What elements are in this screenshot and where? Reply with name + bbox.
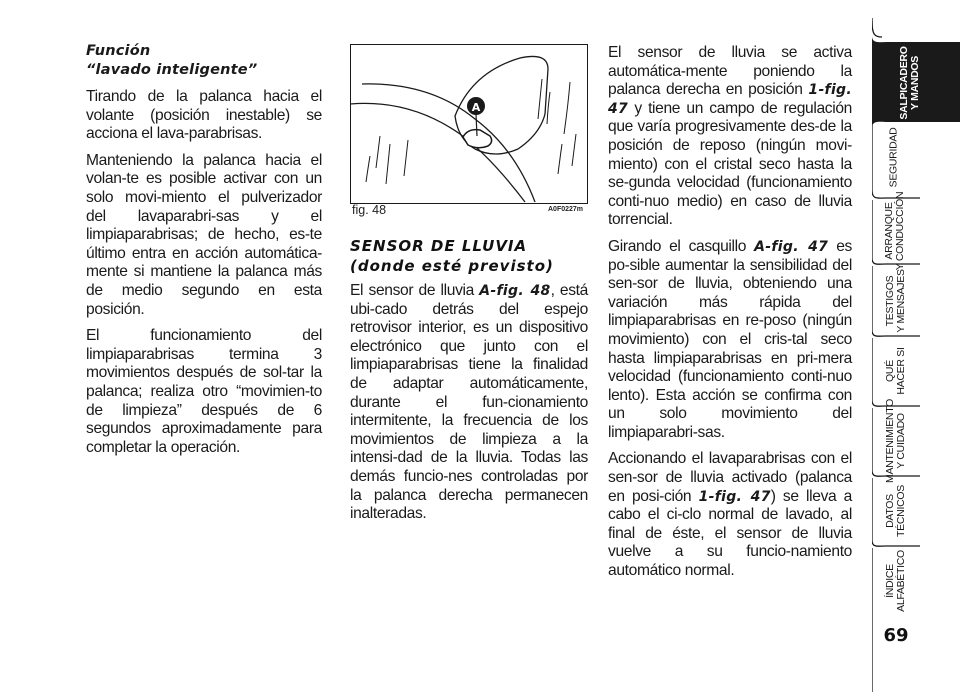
figure-caption: fig. 48 bbox=[352, 203, 387, 217]
heading-line-2: (donde esté previsto) bbox=[350, 257, 554, 275]
text-run: El sensor de lluvia bbox=[350, 282, 480, 299]
figure-reference: A-fig. 48 bbox=[479, 283, 551, 299]
text-run: Accionando el lavaparabrisas con el sen-sor de lluvia activado (palanca en posi-ción bbox=[608, 450, 852, 505]
figure-reference: A-fig. 47 bbox=[754, 238, 829, 255]
section-heading-sensor bbox=[350, 236, 588, 276]
paragraph bbox=[608, 238, 852, 443]
figure-reference: 1-fig. 47 bbox=[698, 488, 771, 505]
chapter-index-sidebar bbox=[872, 0, 960, 692]
tab-testigos-y-mensajes[interactable]: TESTIGOS Y MENSAJES bbox=[884, 269, 907, 333]
tab-indice-alfabetico[interactable]: ÍNDICE ALFABÉTICO bbox=[884, 550, 907, 612]
paragraph: El funcionamiento del limpiaparabrisas termina 3 movimientos después de sol-tar la palanca; realiza otro “movimien-to de limpieza” después de 6 segundos aproximadamente para completar la operación. bbox=[86, 327, 322, 456]
tab-mantenimiento-y-cuidado[interactable]: MANTENIMIENTO Y CUIDADO bbox=[884, 399, 907, 483]
page-number: 69 bbox=[883, 625, 909, 646]
paragraph bbox=[608, 450, 852, 580]
paragraph: Tirando de la palanca hacia el volante (posición inestable) se acciona el lava-parabrisas. bbox=[86, 88, 322, 143]
middle-column bbox=[350, 236, 588, 532]
tab-salpicadero-y-mandos[interactable]: SALPICADERO Y MANDOS bbox=[898, 46, 921, 120]
tab-arranque-y-conduccion[interactable]: ARRANQUE Y CONDUCCIÓN bbox=[883, 191, 906, 271]
text-run: Girando el casquillo bbox=[608, 237, 755, 255]
left-column bbox=[86, 42, 322, 465]
tab-seguridad[interactable]: SEGURIDAD bbox=[887, 127, 900, 188]
callout-a-label: A bbox=[471, 101, 481, 114]
heading-line-2: “lavado inteligente” bbox=[86, 62, 258, 78]
text-run: El sensor de lluvia se activa automática-mente poniendo la palanca derecha en posición bbox=[608, 44, 852, 99]
text-run: es po-sible aumentar la sensibilidad del sen-sor de lluvia, obteniendo una variación más rápida del limpiaparabrisas en re-poso (ningún movimiento) con el cris-tal seco hasta limpiaparabrisas en pri-mera velocidad (funcionamiento conti-nuo lento). Esta acción se confirma con un solo movimiento del limpiaparabri-sas. bbox=[608, 237, 852, 441]
paragraph: Manteniendo la palanca hacia el volan-te es posible activar con un solo movi-miento el pulverizador del lavaparabri-sas y el limpiaparabrisas; de hecho, es-te último entra en acción automática-mente si mantiene la palanca más de medio segundo en esta posición. bbox=[86, 151, 322, 318]
tab-que-hacer-si[interactable]: QUÉ HACER SI bbox=[884, 347, 907, 395]
paragraph bbox=[608, 44, 852, 230]
text-run: y tiene un campo de regulación que varía progresivamente des-de la posición de reposo (ningún movi-miento) con el cristal seco hasta la se-gunda velocidad (funcionamiento conti-nuo medio) en caso de lluvia torrencial. bbox=[608, 99, 852, 229]
text-run: , está ubi-cado detrás del espejo retrovisor interior, es un dispositivo electrónico que junto con el limpiaparabrisas tiene la finalidad de adaptar automáticamente, durante el fun-cionamiento intermitente, la frecuencia de los movimientos de limpieza a la intensi-dad de la lluvia. Todas las demás funcio-nes controladas por la palanca derecha permanecen inalteradas. bbox=[350, 282, 588, 523]
heading-line-1: SENSOR DE LLUVIA bbox=[350, 237, 528, 255]
right-column bbox=[608, 44, 852, 589]
section-heading-lavado bbox=[86, 42, 322, 80]
paragraph bbox=[350, 282, 588, 524]
figure-code: A0F0227m bbox=[548, 206, 584, 213]
tab-datos-tecnicos[interactable]: DATOS TÉCNICOS bbox=[884, 485, 907, 537]
figure-reference: 1-fig. 47 bbox=[608, 82, 852, 117]
heading-line-1: Función bbox=[86, 43, 151, 59]
figure-rain-sensor bbox=[350, 44, 588, 204]
text-run: ) se lleva a cabo el ci-clo normal de lavado, al final de éste, el sensor de lluvia vuelve a su funcio-namiento automático normal. bbox=[608, 487, 852, 580]
windshield-illustration bbox=[350, 44, 588, 204]
